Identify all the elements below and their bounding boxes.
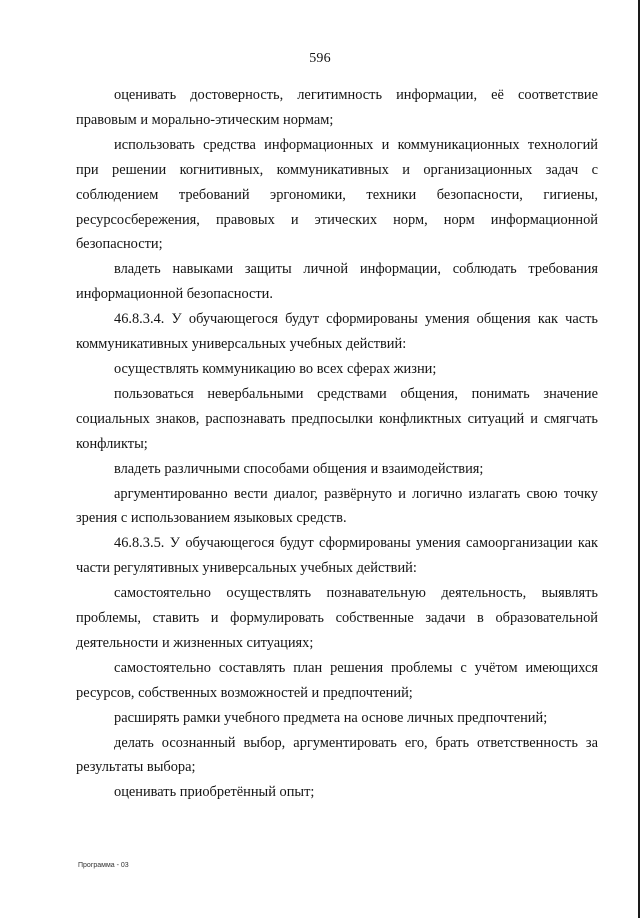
page-footer: Программа - 03 [78, 862, 129, 869]
paragraph: самостоятельно осуществлять познавательную деятельность, выявлять проблемы, ставить и формулировать собственные задачи в образовательной деятельности и жизненных ситуациях; [76, 585, 598, 651]
paragraph: использовать средства информационных и коммуникационных технологий при решении когнитивных, коммуникативных и организационных задач с соблюдением требований эргономики, техники безопасности, гигиены, ресурсосбережения, правовых и этических норм, норм информационной безопасности; [76, 136, 598, 253]
paragraph: самостоятельно составлять план решения проблемы с учётом имеющихся ресурсов, собственных возможностей и предпочтений; [76, 659, 598, 701]
page-number: 596 [309, 51, 331, 66]
document-body [76, 83, 598, 805]
paragraph: оценивать достоверность, легитимность информации, её соответствие правовым и морально-этическим нормам; [76, 87, 598, 128]
section-heading-46-8-3-4: 46.8.3.4. У обучающегося будут сформированы умения общения как часть коммуникативных универсальных учебных действий: [76, 311, 598, 353]
paragraph: владеть навыками защиты личной информации, соблюдать требования информационной безопасности. [76, 261, 598, 303]
paragraph: осуществлять коммуникацию во всех сферах жизни; [114, 360, 437, 377]
paragraph: оценивать приобретённый опыт; [114, 784, 315, 801]
paragraph: расширять рамки учебного предмета на основе личных предпочтений; [114, 709, 548, 726]
paragraph: делать осознанный выбор, аргументировать его, брать ответственность за результаты выбора; [76, 734, 598, 776]
paragraph: аргументированно вести диалог, развёрнуто и логично излагать свою точку зрения с использованием языковых средств. [76, 485, 598, 527]
paragraph: владеть различными способами общения и взаимодействия; [114, 460, 484, 477]
paragraph: пользоваться невербальными средствами общения, понимать значение социальных знаков, распознавать предпосылки конфликтных ситуаций и смягчать конфликты; [76, 385, 598, 452]
section-heading-46-8-3-5: 46.8.3.5. У обучающегося будут сформированы умения самоорганизации как части регулятивных универсальных учебных действий: [76, 535, 598, 577]
